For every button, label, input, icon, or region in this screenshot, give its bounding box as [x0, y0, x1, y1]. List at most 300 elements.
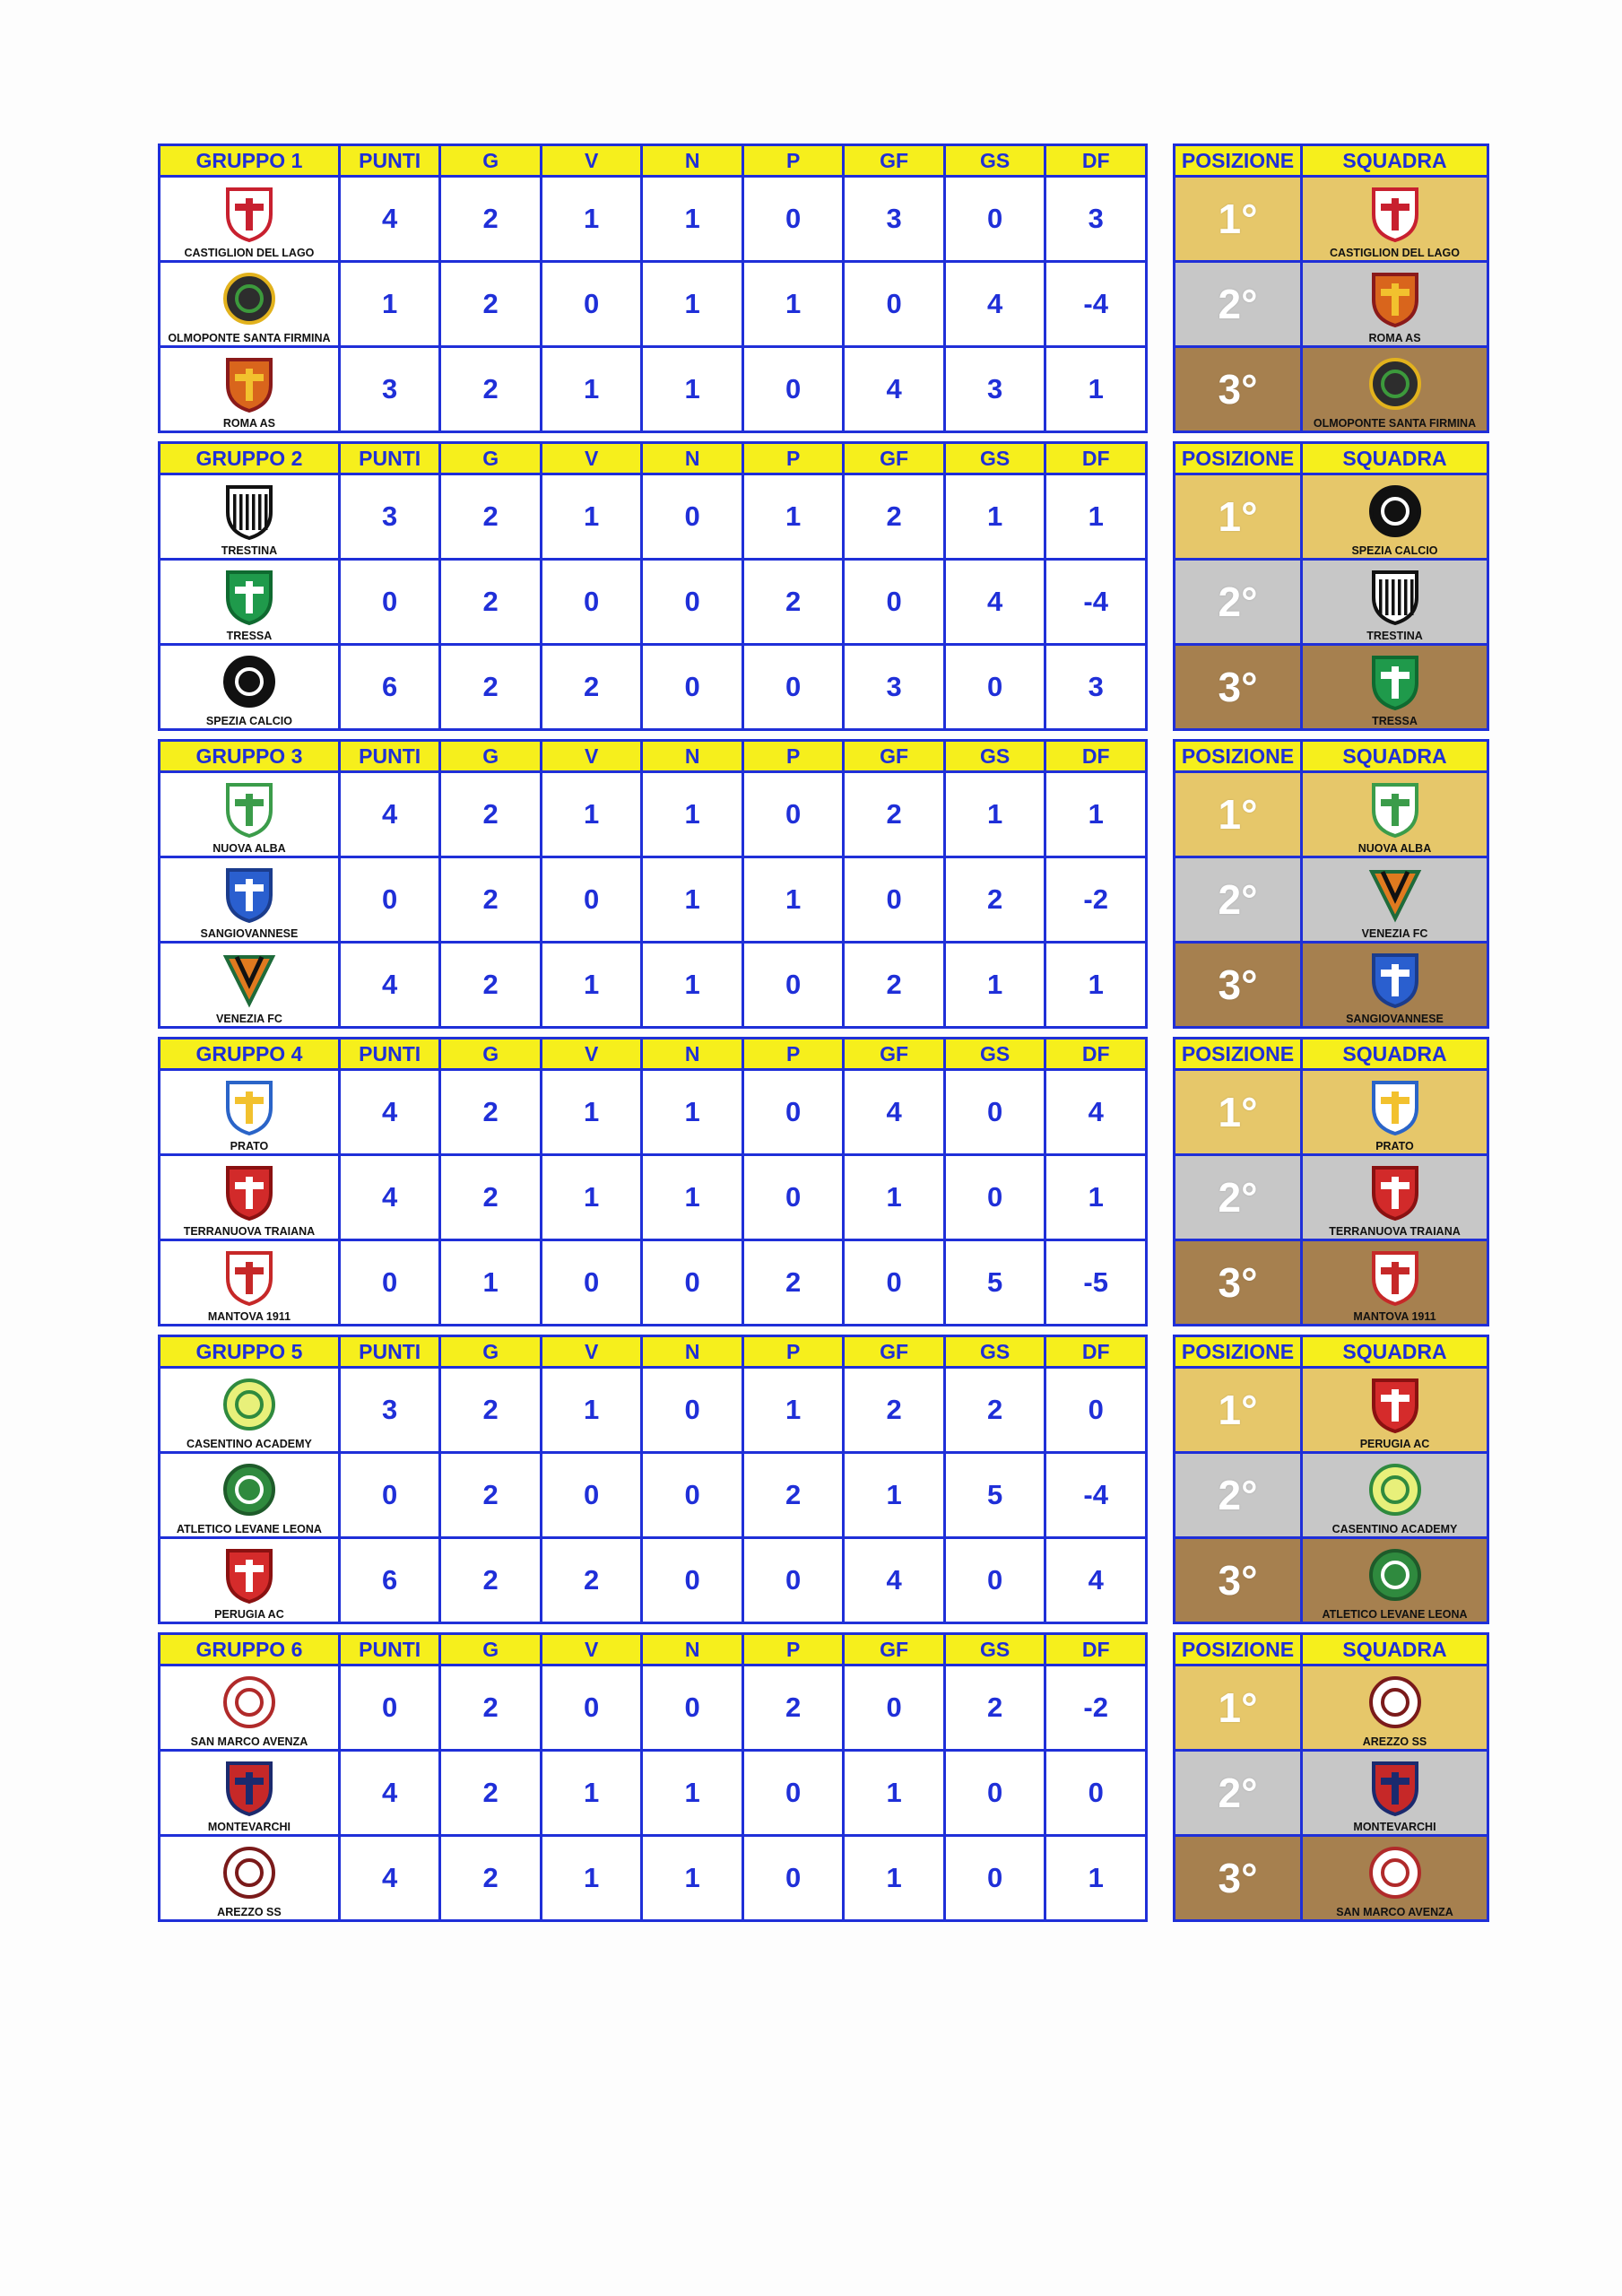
table-row — [160, 1665, 1147, 1751]
stat-g: 2 — [440, 1368, 542, 1453]
stat-df: 3 — [1045, 177, 1147, 262]
col-header-posizione: POSIZIONE — [1175, 1634, 1302, 1665]
stat-gf: 0 — [844, 1240, 945, 1326]
stat-gf: 4 — [844, 347, 945, 432]
position-label: 3° — [1218, 664, 1258, 710]
position-label: 1° — [1218, 1089, 1258, 1135]
stat-gf: 1 — [844, 1836, 945, 1921]
ranking-table — [1173, 441, 1489, 731]
stat-p: 0 — [742, 1070, 844, 1155]
table-row — [160, 262, 1147, 347]
stat-g: 2 — [440, 645, 542, 730]
perugia-crest-icon — [222, 1545, 276, 1605]
sangiovannese-crest-icon — [222, 865, 276, 924]
team-name: OLMOPONTE SANTA FIRMINA — [1313, 417, 1477, 430]
stat-p: 1 — [742, 857, 844, 943]
san-marco-avenza-crest-icon — [1368, 1843, 1422, 1902]
position-label: 3° — [1218, 961, 1258, 1008]
stat-gf: 1 — [844, 1453, 945, 1538]
position-cell — [1175, 1751, 1302, 1836]
team-cell — [160, 560, 340, 645]
position-cell — [1175, 1538, 1302, 1623]
stat-v: 1 — [541, 347, 642, 432]
stat-gf: 2 — [844, 474, 945, 560]
team-cell — [160, 1751, 340, 1836]
stat-gs: 0 — [944, 1070, 1045, 1155]
san-marco-avenza-crest-icon — [222, 1673, 276, 1732]
col-header-n: N — [642, 1039, 743, 1070]
stat-punti: 3 — [339, 347, 440, 432]
col-header-g: G — [440, 741, 542, 772]
stat-punti: 6 — [339, 645, 440, 730]
col-header-p: P — [742, 1336, 844, 1368]
team-name: PERUGIA AC — [214, 1608, 284, 1621]
stat-df: -4 — [1045, 560, 1147, 645]
position-label: 3° — [1218, 1557, 1258, 1604]
col-header-v: V — [541, 1634, 642, 1665]
stat-g: 2 — [440, 1836, 542, 1921]
position-label: 2° — [1218, 1472, 1258, 1518]
stat-g: 2 — [440, 560, 542, 645]
stat-g: 2 — [440, 1665, 542, 1751]
stat-punti: 4 — [339, 177, 440, 262]
stat-v: 2 — [541, 645, 642, 730]
stat-gf: 3 — [844, 177, 945, 262]
team-cell — [1302, 560, 1488, 645]
perugia-crest-icon — [1368, 1375, 1422, 1434]
trestina-crest-icon — [1368, 567, 1422, 626]
team-cell — [160, 474, 340, 560]
stat-g: 2 — [440, 943, 542, 1028]
stat-v: 1 — [541, 177, 642, 262]
stat-punti: 3 — [339, 474, 440, 560]
team-name: SANGIOVANNESE — [1346, 1013, 1444, 1025]
col-header-n: N — [642, 1336, 743, 1368]
group-title: GRUPPO 1 — [160, 145, 340, 177]
col-header-n: N — [642, 145, 743, 177]
stat-punti: 6 — [339, 1538, 440, 1623]
col-header-punti: PUNTI — [339, 1634, 440, 1665]
casentino-crest-icon — [222, 1375, 276, 1434]
ranking-row — [1175, 857, 1488, 943]
stat-gf: 1 — [844, 1155, 945, 1240]
montevarchi-crest-icon — [222, 1758, 276, 1817]
ranking-row — [1175, 1665, 1488, 1751]
team-cell — [1302, 1070, 1488, 1155]
col-header-df: DF — [1045, 1039, 1147, 1070]
table-row — [160, 1751, 1147, 1836]
stat-df: -5 — [1045, 1240, 1147, 1326]
group-6 — [158, 1632, 1487, 1930]
col-header-n: N — [642, 443, 743, 474]
stat-v: 1 — [541, 1155, 642, 1240]
col-header-p: P — [742, 741, 844, 772]
stat-v: 1 — [541, 1070, 642, 1155]
stat-gs: 0 — [944, 1751, 1045, 1836]
team-name: CASTIGLION DEL LAGO — [1330, 247, 1460, 259]
stat-gf: 3 — [844, 645, 945, 730]
team-name: PRATO — [230, 1140, 269, 1152]
team-name: PRATO — [1375, 1140, 1414, 1152]
stat-df: 1 — [1045, 1155, 1147, 1240]
position-label: 3° — [1218, 1855, 1258, 1901]
stat-n: 1 — [642, 943, 743, 1028]
ranking-row — [1175, 1538, 1488, 1623]
stat-punti: 4 — [339, 1070, 440, 1155]
stat-g: 2 — [440, 1070, 542, 1155]
stat-v: 2 — [541, 1538, 642, 1623]
stat-gf: 2 — [844, 943, 945, 1028]
team-name: AREZZO SS — [217, 1906, 282, 1918]
stat-v: 1 — [541, 1836, 642, 1921]
stat-df: 1 — [1045, 943, 1147, 1028]
col-header-squadra: SQUADRA — [1302, 145, 1488, 177]
col-header-v: V — [541, 741, 642, 772]
stat-p: 0 — [742, 1155, 844, 1240]
montevarchi-crest-icon — [1368, 1758, 1422, 1817]
team-cell — [1302, 943, 1488, 1028]
team-cell — [160, 1240, 340, 1326]
stat-v: 1 — [541, 1368, 642, 1453]
stat-gs: 1 — [944, 474, 1045, 560]
team-name: MANTOVA 1911 — [1353, 1310, 1436, 1323]
ranking-table — [1173, 739, 1489, 1029]
olmoponte-crest-icon — [1368, 354, 1422, 413]
mantova-crest-icon — [1368, 1248, 1422, 1307]
stat-gs: 4 — [944, 560, 1045, 645]
team-name: SPEZIA CALCIO — [205, 715, 292, 727]
position-cell — [1175, 560, 1302, 645]
group-4 — [158, 1037, 1487, 1335]
group-title: GRUPPO 5 — [160, 1336, 340, 1368]
col-header-gs: GS — [944, 443, 1045, 474]
tressa-crest-icon — [1368, 652, 1422, 711]
team-name: ATLETICO LEVANE LEONA — [1322, 1608, 1468, 1621]
group-table — [158, 144, 1148, 433]
stat-gs: 5 — [944, 1453, 1045, 1538]
stat-gs: 2 — [944, 1368, 1045, 1453]
stat-gf: 2 — [844, 772, 945, 857]
team-name: TRESTINA — [1366, 630, 1423, 642]
stat-punti: 4 — [339, 1155, 440, 1240]
col-header-n: N — [642, 741, 743, 772]
team-cell — [160, 262, 340, 347]
table-row — [160, 474, 1147, 560]
stat-v: 0 — [541, 1240, 642, 1326]
table-row — [160, 1070, 1147, 1155]
team-name: VENEZIA FC — [1361, 927, 1428, 940]
team-cell — [160, 645, 340, 730]
position-label: 2° — [1218, 281, 1258, 327]
stat-p: 2 — [742, 1453, 844, 1538]
col-header-gs: GS — [944, 741, 1045, 772]
col-header-v: V — [541, 443, 642, 474]
group-3 — [158, 739, 1487, 1037]
stat-n: 1 — [642, 177, 743, 262]
table-row — [160, 772, 1147, 857]
ranking-row — [1175, 177, 1488, 262]
table-row — [160, 177, 1147, 262]
stat-punti: 0 — [339, 1453, 440, 1538]
levane-leona-crest-icon — [1368, 1545, 1422, 1605]
team-name: ROMA AS — [222, 417, 275, 430]
stat-gs: 3 — [944, 347, 1045, 432]
stat-p: 2 — [742, 560, 844, 645]
stat-n: 1 — [642, 1836, 743, 1921]
col-header-squadra: SQUADRA — [1302, 1336, 1488, 1368]
team-name: OLMOPONTE SANTA FIRMINA — [168, 332, 331, 344]
stat-p: 0 — [742, 1751, 844, 1836]
stat-punti: 3 — [339, 1368, 440, 1453]
group-title: GRUPPO 3 — [160, 741, 340, 772]
position-cell — [1175, 347, 1302, 432]
col-header-squadra: SQUADRA — [1302, 1039, 1488, 1070]
team-cell — [1302, 347, 1488, 432]
castiglion-del-lago-crest-icon — [1368, 184, 1422, 243]
stat-gs: 1 — [944, 943, 1045, 1028]
col-header-p: P — [742, 145, 844, 177]
col-header-gs: GS — [944, 1039, 1045, 1070]
position-label: 1° — [1218, 1387, 1258, 1433]
team-cell — [160, 1368, 340, 1453]
stat-gf: 0 — [844, 262, 945, 347]
castiglion-del-lago-crest-icon — [222, 184, 276, 243]
stat-g: 2 — [440, 1751, 542, 1836]
team-name: VENEZIA FC — [216, 1013, 282, 1025]
col-header-gf: GF — [844, 1634, 945, 1665]
team-cell — [1302, 857, 1488, 943]
position-cell — [1175, 772, 1302, 857]
stat-gs: 0 — [944, 177, 1045, 262]
group-1 — [158, 144, 1487, 441]
stat-punti: 0 — [339, 560, 440, 645]
col-header-g: G — [440, 1336, 542, 1368]
col-header-df: DF — [1045, 145, 1147, 177]
stat-punti: 0 — [339, 1665, 440, 1751]
position-label: 1° — [1218, 791, 1258, 838]
stat-punti: 0 — [339, 857, 440, 943]
ranking-row — [1175, 1453, 1488, 1538]
col-header-df: DF — [1045, 1634, 1147, 1665]
team-cell — [1302, 1240, 1488, 1326]
arezzo-crest-icon — [222, 1843, 276, 1902]
stat-v: 1 — [541, 772, 642, 857]
stat-n: 0 — [642, 1368, 743, 1453]
stat-gs: 2 — [944, 1665, 1045, 1751]
position-cell — [1175, 943, 1302, 1028]
col-header-df: DF — [1045, 741, 1147, 772]
team-cell — [1302, 645, 1488, 730]
stat-n: 1 — [642, 262, 743, 347]
col-header-gs: GS — [944, 145, 1045, 177]
terranuova-crest-icon — [222, 1162, 276, 1222]
ranking-row — [1175, 1751, 1488, 1836]
team-cell — [1302, 262, 1488, 347]
stat-df: 4 — [1045, 1538, 1147, 1623]
stat-punti: 4 — [339, 772, 440, 857]
stat-g: 2 — [440, 1155, 542, 1240]
olmoponte-crest-icon — [222, 269, 276, 328]
stat-g: 1 — [440, 1240, 542, 1326]
stat-gs: 0 — [944, 645, 1045, 730]
stat-gs: 0 — [944, 1836, 1045, 1921]
group-table — [158, 441, 1148, 731]
position-cell — [1175, 645, 1302, 730]
col-header-posizione: POSIZIONE — [1175, 145, 1302, 177]
stat-n: 1 — [642, 772, 743, 857]
col-header-gs: GS — [944, 1634, 1045, 1665]
team-name: MONTEVARCHI — [207, 1821, 291, 1833]
position-cell — [1175, 1665, 1302, 1751]
stat-n: 1 — [642, 857, 743, 943]
stat-v: 1 — [541, 474, 642, 560]
col-header-punti: PUNTI — [339, 1336, 440, 1368]
stat-v: 0 — [541, 1665, 642, 1751]
stat-df: 1 — [1045, 772, 1147, 857]
team-name: TRESSA — [226, 630, 273, 642]
stat-punti: 4 — [339, 1836, 440, 1921]
stat-df: 0 — [1045, 1751, 1147, 1836]
stat-p: 0 — [742, 645, 844, 730]
team-name: NUOVA ALBA — [213, 842, 286, 855]
team-name: PERUGIA AC — [1359, 1438, 1430, 1450]
stat-p: 2 — [742, 1665, 844, 1751]
stat-p: 0 — [742, 1538, 844, 1623]
stat-df: -4 — [1045, 262, 1147, 347]
stat-g: 2 — [440, 1453, 542, 1538]
team-name: SAN MARCO AVENZA — [1336, 1906, 1453, 1918]
stat-punti: 4 — [339, 1751, 440, 1836]
team-name: MONTEVARCHI — [1353, 1821, 1436, 1833]
team-name: TRESSA — [1372, 715, 1418, 727]
stat-gf: 4 — [844, 1070, 945, 1155]
team-cell — [160, 943, 340, 1028]
spezia-crest-icon — [1368, 482, 1422, 541]
prato-crest-icon — [222, 1077, 276, 1136]
stat-n: 0 — [642, 1453, 743, 1538]
stat-gf: 0 — [844, 560, 945, 645]
team-cell — [160, 772, 340, 857]
stat-gs: 0 — [944, 1538, 1045, 1623]
stat-v: 1 — [541, 943, 642, 1028]
ranking-row — [1175, 1368, 1488, 1453]
col-header-gf: GF — [844, 741, 945, 772]
position-label: 2° — [1218, 1174, 1258, 1221]
ranking-row — [1175, 474, 1488, 560]
stat-n: 0 — [642, 560, 743, 645]
col-header-squadra: SQUADRA — [1302, 443, 1488, 474]
team-name: CASENTINO ACADEMY — [1331, 1523, 1458, 1535]
team-name: CASTIGLION DEL LAGO — [184, 247, 315, 259]
stat-g: 2 — [440, 772, 542, 857]
stat-n: 0 — [642, 1665, 743, 1751]
stat-gs: 2 — [944, 857, 1045, 943]
col-header-posizione: POSIZIONE — [1175, 1336, 1302, 1368]
team-cell — [160, 1538, 340, 1623]
position-cell — [1175, 177, 1302, 262]
team-name: TERRANUOVA TRAIANA — [183, 1225, 316, 1238]
stat-v: 0 — [541, 262, 642, 347]
stat-gs: 1 — [944, 772, 1045, 857]
ranking-row — [1175, 645, 1488, 730]
stat-n: 1 — [642, 1070, 743, 1155]
team-name: ROMA AS — [1368, 332, 1421, 344]
stat-g: 2 — [440, 857, 542, 943]
stat-df: 1 — [1045, 347, 1147, 432]
table-row — [160, 347, 1147, 432]
team-cell — [1302, 1665, 1488, 1751]
ranking-row — [1175, 262, 1488, 347]
arezzo-crest-icon — [1368, 1673, 1422, 1732]
stat-p: 1 — [742, 474, 844, 560]
position-label: 2° — [1218, 1770, 1258, 1816]
col-header-posizione: POSIZIONE — [1175, 1039, 1302, 1070]
stat-n: 0 — [642, 1240, 743, 1326]
team-cell — [1302, 1453, 1488, 1538]
ranking-table — [1173, 1335, 1489, 1624]
stat-df: -2 — [1045, 857, 1147, 943]
stat-gf: 4 — [844, 1538, 945, 1623]
col-header-punti: PUNTI — [339, 443, 440, 474]
position-cell — [1175, 1453, 1302, 1538]
col-header-v: V — [541, 1336, 642, 1368]
table-row — [160, 645, 1147, 730]
stat-v: 1 — [541, 1751, 642, 1836]
team-cell — [160, 1453, 340, 1538]
col-header-g: G — [440, 1039, 542, 1070]
stat-df: 1 — [1045, 1836, 1147, 1921]
stat-p: 2 — [742, 1240, 844, 1326]
stat-gf: 1 — [844, 1751, 945, 1836]
group-table — [158, 739, 1148, 1029]
group-2 — [158, 441, 1487, 739]
position-label: 2° — [1218, 578, 1258, 625]
standings-sheet — [158, 144, 1487, 1930]
position-label: 1° — [1218, 196, 1258, 242]
col-header-gf: GF — [844, 1039, 945, 1070]
levane-leona-crest-icon — [222, 1460, 276, 1519]
stat-v: 0 — [541, 560, 642, 645]
group-title: GRUPPO 6 — [160, 1634, 340, 1665]
table-row — [160, 1538, 1147, 1623]
col-header-gs: GS — [944, 1336, 1045, 1368]
team-cell — [160, 1836, 340, 1921]
stat-g: 2 — [440, 262, 542, 347]
table-row — [160, 857, 1147, 943]
stat-punti: 1 — [339, 262, 440, 347]
nuova-alba-crest-icon — [1368, 779, 1422, 839]
col-header-punti: PUNTI — [339, 1039, 440, 1070]
group-table — [158, 1632, 1148, 1922]
roma-crest-icon — [1368, 269, 1422, 328]
stat-g: 2 — [440, 177, 542, 262]
group-table — [158, 1335, 1148, 1624]
stat-g: 2 — [440, 1538, 542, 1623]
table-row — [160, 1240, 1147, 1326]
team-cell — [1302, 177, 1488, 262]
position-cell — [1175, 1070, 1302, 1155]
tressa-crest-icon — [222, 567, 276, 626]
stat-df: 4 — [1045, 1070, 1147, 1155]
stat-v: 0 — [541, 1453, 642, 1538]
stat-p: 1 — [742, 262, 844, 347]
team-name: ATLETICO LEVANE LEONA — [176, 1523, 322, 1535]
team-name: MANTOVA 1911 — [207, 1310, 291, 1323]
col-header-punti: PUNTI — [339, 741, 440, 772]
group-title: GRUPPO 4 — [160, 1039, 340, 1070]
position-cell — [1175, 1240, 1302, 1326]
team-name: SANGIOVANNESE — [200, 927, 299, 940]
